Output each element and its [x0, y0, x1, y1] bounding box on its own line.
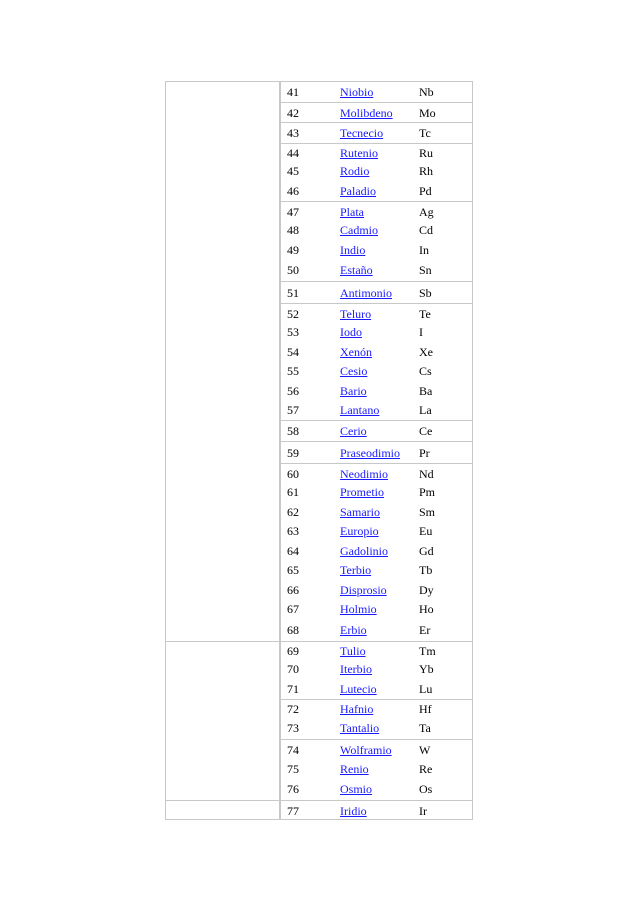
atomic-number: 68: [287, 622, 299, 637]
table-row: [281, 162, 472, 181]
table-row: [281, 342, 472, 362]
element-name-link[interactable]: Lantano: [340, 403, 380, 417]
table-row: [281, 420, 472, 442]
element-name-cell: [336, 164, 416, 179]
table-row: [281, 143, 472, 163]
element-name-link[interactable]: Paladio: [340, 183, 376, 198]
element-name-link[interactable]: Lutecio: [340, 681, 377, 696]
table-row: [281, 800, 472, 821]
empty-cell-block: [165, 641, 280, 801]
element-name-link[interactable]: Cadmio: [340, 223, 378, 237]
element-name-link[interactable]: Europio: [340, 524, 379, 538]
element-name-cell: [336, 804, 416, 819]
element-symbol: Sb: [419, 285, 432, 300]
element-symbol: Lu: [419, 681, 433, 696]
table-row: [281, 619, 472, 641]
table-row: [281, 760, 472, 779]
table-row: [281, 522, 472, 541]
element-name-link[interactable]: Disprosio: [340, 582, 387, 597]
atomic-number: 61: [287, 485, 299, 499]
element-symbol: Rh: [419, 164, 434, 178]
table-row: [281, 600, 472, 619]
atomic-number: 46: [287, 183, 299, 198]
element-symbol: Hf: [419, 702, 432, 716]
atomic-number: 49: [287, 242, 299, 257]
element-symbol: Ho: [419, 602, 434, 616]
table-row: [281, 181, 472, 201]
element-name-link[interactable]: Osmio: [340, 782, 373, 796]
atomic-number: 70: [287, 662, 299, 676]
element-name-cell: [336, 563, 416, 578]
element-name-cell: [336, 307, 416, 322]
element-name-cell: [336, 467, 416, 482]
element-name-cell: [336, 446, 416, 461]
element-name-cell: [336, 424, 416, 439]
element-symbol: Tc: [419, 126, 431, 140]
atomic-number: 55: [287, 364, 299, 378]
element-symbol: Ru: [419, 146, 434, 160]
elements-table: [280, 81, 473, 820]
table-row: [281, 660, 472, 679]
element-name-cell: [336, 721, 416, 736]
element-symbol: Sn: [419, 263, 432, 277]
element-symbol: Cs: [419, 364, 432, 378]
element-name-link[interactable]: Niobio: [340, 84, 374, 99]
atomic-number: 65: [287, 563, 299, 577]
element-name-link[interactable]: Estaño: [340, 263, 373, 277]
table-row: [281, 441, 472, 464]
element-name-link[interactable]: Hafnio: [340, 702, 374, 716]
element-symbol: Pr: [419, 445, 430, 460]
element-name-cell: [336, 345, 416, 360]
element-symbol: Te: [419, 306, 431, 321]
element-name-cell: [336, 184, 416, 199]
element-name-cell: [336, 243, 416, 258]
atomic-number: 74: [287, 743, 299, 757]
element-symbol: Re: [419, 762, 433, 776]
empty-cell-block: [165, 800, 280, 820]
element-name-cell: [336, 286, 416, 301]
table-row: [281, 240, 472, 260]
atomic-number: 75: [287, 762, 299, 776]
element-symbol: In: [419, 242, 429, 257]
table-row: [281, 401, 472, 420]
atomic-number: 53: [287, 325, 299, 339]
element-name-cell: [336, 702, 416, 717]
element-name-cell: [336, 544, 416, 559]
table-row: [281, 541, 472, 561]
element-name-link[interactable]: Iridio: [340, 803, 367, 818]
atomic-number: 64: [287, 543, 299, 558]
element-name-cell: [336, 146, 416, 161]
atomic-number: 71: [287, 681, 299, 696]
atomic-number: 58: [287, 424, 299, 438]
table-row: [281, 739, 472, 761]
atomic-number: 43: [287, 126, 299, 140]
element-name-link[interactable]: Rutenio: [340, 146, 378, 160]
element-name-cell: [336, 85, 416, 100]
element-symbol: Cd: [419, 223, 434, 237]
atomic-number: 57: [287, 403, 299, 417]
element-name-cell: [336, 583, 416, 598]
atomic-number: 69: [287, 644, 299, 658]
table-row: [281, 561, 472, 580]
element-symbol: Ce: [419, 424, 433, 438]
element-symbol: Tb: [419, 563, 433, 577]
atomic-number: 62: [287, 504, 299, 519]
atomic-number: 76: [287, 782, 299, 796]
element-name-link[interactable]: Tecnecio: [340, 126, 384, 140]
element-name-link[interactable]: Molibdeno: [340, 105, 393, 120]
element-symbol: Os: [419, 782, 433, 796]
element-name-cell: [336, 364, 416, 379]
element-name-link[interactable]: Wolframio: [340, 743, 392, 757]
atomic-number: 59: [287, 445, 299, 460]
element-name-link[interactable]: Cesio: [340, 364, 368, 378]
table-row: [281, 122, 472, 144]
element-name-cell: [336, 682, 416, 697]
element-symbol: Pm: [419, 485, 436, 499]
element-symbol: Ba: [419, 383, 433, 398]
atomic-number: 51: [287, 285, 299, 300]
element-symbol: Ag: [419, 204, 434, 219]
element-name-link[interactable]: Rodio: [340, 164, 370, 178]
element-name-cell: [336, 644, 416, 659]
element-name-link[interactable]: Neodimio: [340, 466, 388, 481]
element-symbol: Eu: [419, 524, 433, 538]
element-name-cell: [336, 384, 416, 399]
atomic-number: 48: [287, 223, 299, 237]
element-name-cell: [336, 662, 416, 677]
element-name-cell: [336, 403, 416, 418]
element-name-link[interactable]: Holmio: [340, 602, 377, 616]
atomic-number: 73: [287, 721, 299, 735]
atomic-number: 50: [287, 263, 299, 277]
element-name-cell: [336, 602, 416, 617]
element-name-link[interactable]: Tulio: [340, 644, 366, 658]
element-symbol: Gd: [419, 543, 434, 558]
element-symbol: Nd: [419, 466, 434, 481]
element-symbol: I: [419, 325, 423, 339]
table-row: [281, 381, 472, 401]
atomic-number: 54: [287, 344, 299, 359]
atomic-number: 44: [287, 146, 299, 160]
element-name-cell: [336, 325, 416, 340]
element-symbol: Nb: [419, 84, 434, 99]
element-name-link[interactable]: Praseodimio: [340, 445, 400, 460]
element-name-link[interactable]: Indio: [340, 242, 366, 257]
element-symbol: Tm: [419, 644, 436, 658]
element-name-link[interactable]: Samario: [340, 504, 380, 519]
table-row: [281, 323, 472, 342]
table-row: [281, 281, 472, 304]
table-row: [281, 221, 472, 240]
atomic-number: 52: [287, 306, 299, 321]
table-row: [281, 502, 472, 522]
element-symbol: Yb: [419, 662, 434, 676]
element-name-link[interactable]: Iterbio: [340, 662, 372, 676]
element-symbol: Dy: [419, 582, 434, 597]
table-row: [281, 201, 472, 222]
element-symbol: Er: [419, 622, 431, 637]
element-name-cell: [336, 762, 416, 777]
table-row: [281, 779, 472, 800]
table-row: [281, 260, 472, 281]
table-row: [281, 483, 472, 502]
element-name-link[interactable]: Iodo: [340, 325, 362, 339]
element-symbol: La: [419, 403, 432, 417]
atomic-number: 47: [287, 204, 299, 219]
element-name-link[interactable]: Gadolinio: [340, 543, 388, 558]
element-symbol: Pd: [419, 183, 432, 198]
atomic-number: 42: [287, 105, 299, 120]
table-row: [281, 718, 472, 739]
element-name-cell: [336, 505, 416, 520]
table-row: [281, 641, 472, 661]
atomic-number: 77: [287, 803, 299, 818]
atomic-number: 63: [287, 524, 299, 538]
table-row: [281, 102, 472, 123]
table-row: [281, 362, 472, 381]
element-name-link[interactable]: Erbio: [340, 622, 367, 637]
element-symbol: Ta: [419, 721, 431, 735]
element-name-link[interactable]: Antimonio: [340, 285, 393, 300]
element-name-link[interactable]: Xenón: [340, 344, 372, 359]
element-name-cell: [336, 743, 416, 758]
element-name-cell: [336, 263, 416, 278]
atomic-number: 45: [287, 164, 299, 178]
element-name-cell: [336, 223, 416, 238]
element-name-cell: [336, 782, 416, 797]
element-name-cell: [336, 623, 416, 638]
element-symbol: Sm: [419, 504, 436, 519]
atomic-number: 60: [287, 466, 299, 481]
table-row: [281, 699, 472, 719]
element-name-cell: [336, 485, 416, 500]
element-symbol: Ir: [419, 803, 427, 818]
table-row: [281, 303, 472, 324]
table-row: [281, 580, 472, 600]
element-name-cell: [336, 524, 416, 539]
empty-cell-block: [165, 81, 280, 642]
element-name-link[interactable]: Teluro: [340, 306, 372, 321]
atomic-number: 41: [287, 84, 299, 99]
atomic-number: 67: [287, 602, 299, 616]
element-name-cell: [336, 205, 416, 220]
table-row: [281, 82, 472, 102]
atomic-number: 56: [287, 383, 299, 398]
element-symbol: Xe: [419, 344, 433, 359]
table-row: [281, 679, 472, 699]
element-name-cell: [336, 106, 416, 121]
element-name-link[interactable]: Plata: [340, 204, 364, 219]
element-name-link[interactable]: Tantalio: [340, 721, 380, 735]
element-symbol: W: [419, 743, 431, 757]
element-symbol: Mo: [419, 105, 436, 120]
atomic-number: 72: [287, 702, 299, 716]
element-name-link[interactable]: Bario: [340, 383, 367, 398]
table-row: [281, 463, 472, 484]
element-name-link[interactable]: Renio: [340, 762, 369, 776]
element-name-link[interactable]: Cerio: [340, 424, 367, 438]
element-name-link[interactable]: Terbio: [340, 563, 372, 577]
element-name-link[interactable]: Prometio: [340, 485, 384, 499]
element-name-cell: [336, 126, 416, 141]
atomic-number: 66: [287, 582, 299, 597]
